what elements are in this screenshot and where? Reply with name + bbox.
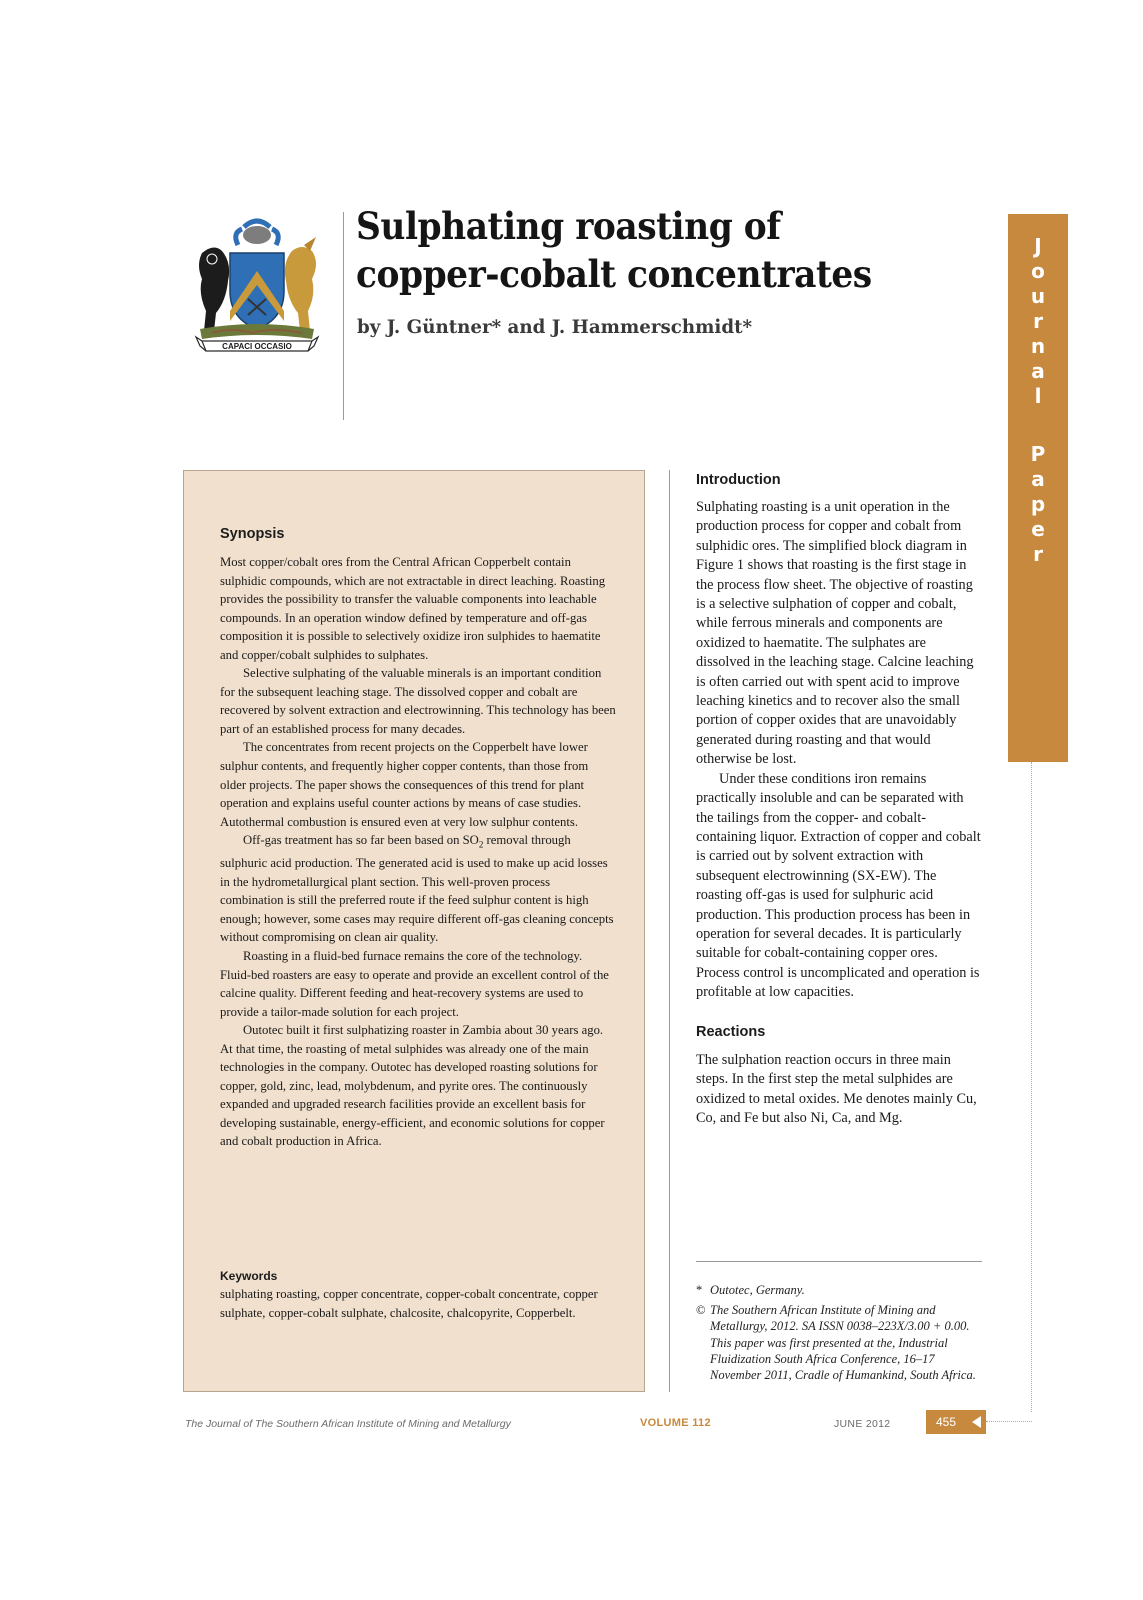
introduction-paragraph: Sulphating roasting is a unit operation in the production process for copper and cobalt from sulphidic ores. The simplified block diagram in Figure 1 shows that roasting is the first stage in the process flow sheet. The objective of roasting is a selective sulphation of copper and cobalt, while ferrous minerals and components are oxidized to haematite. The sulphates are dissolved in the leaching stage. Calcine leaching is often carried out with spent acid to improve leaching kinetics and to recover also the small portion of copper oxides that are unavoidably generated during roasting and that would otherwise be lost. bbox=[696, 499, 974, 768]
synopsis-paragraph: Most copper/cobalt ores from the Central African Copperbelt contain sulphidic compounds, which are not extractable in direct leaching. Roasting provides the possibility to transfer the valuable components into leachable compounds. In an operation window defined by temperature and off-gas composition it is possible to selectively oxidize iron sulphides to haematite and copper/cobalt sulphides to sulphates. bbox=[220, 555, 606, 662]
side-tab-letter: l bbox=[1034, 384, 1042, 408]
reactions-paragraph: The sulphation reaction occurs in three main steps. In the first step the metal sulphides are oxidized to metal oxides. Me denotes mainly Cu, Co, and Fe but also Ni, Ca, and Mg. bbox=[696, 1052, 977, 1127]
side-tab-letter: P bbox=[1030, 442, 1046, 466]
footnote-copyright bbox=[696, 1302, 982, 1383]
side-tab-word-journal bbox=[1008, 234, 1068, 409]
footnote-text: The Southern African Institute of Mining and Metallurgy, 2012. SA ISSN 0038–223X/3.00 + 0.00. This paper was first presented at the, Industrial Fluidization South Africa Conference, 16–17 November 2011, Cradle of Humankind, South Africa. bbox=[710, 1303, 976, 1383]
journal-paper-side-tab bbox=[1008, 214, 1068, 762]
left-arrow-icon bbox=[972, 1416, 981, 1428]
side-tab-word-paper bbox=[1008, 442, 1068, 567]
synopsis-paragraph: The concentrates from recent projects on the Copperbelt have lower sulphur contents, and frequently higher copper contents, than those from older projects. The paper shows the consequences of this trend for plant operation and explains useful counter actions by means of case studies. Autothermal combustion is ensured even at very low sulphur contents. bbox=[220, 740, 589, 829]
side-dotted-line bbox=[1031, 762, 1032, 1412]
synopsis-paragraph: Selective sulphating of the valuable minerals is an important condition for the subsequent leaching stage. The dissolved copper and cobalt are recovered by solvent extraction and electrowinning. This technology has been part of an established process for many decades. bbox=[220, 666, 616, 736]
synopsis-paragraph: Outotec built it first sulphatizing roaster in Zambia about 30 years ago. At that time, the roasting of metal sulphides was already one of the main technologies in the company. Outotec has developed roasting solutions for copper, gold, zinc, lead, molybdenum, and pyrite ores. The continuously expanded and upgraded research facilities provide an excellent basis for developing sustainable, energy-efficient, and economic solutions for copper and cobalt production in Africa. bbox=[220, 1023, 605, 1149]
side-tab-letter: o bbox=[1031, 259, 1045, 283]
page-number-tab bbox=[926, 1410, 986, 1434]
footnote-mark: * bbox=[696, 1283, 703, 1297]
side-tab-letter: p bbox=[1030, 492, 1046, 516]
column-divider bbox=[669, 470, 670, 1392]
keywords-list: sulphating roasting, copper concentrate, copper-cobalt concentrate, copper sulphate, copper-cobalt sulphate, chalcosite, chalcopyrite, Copperbelt. bbox=[220, 1287, 598, 1320]
introduction-body bbox=[696, 498, 982, 1003]
side-tab-letter: n bbox=[1030, 334, 1046, 358]
synopsis-paragraph-offgas bbox=[220, 831, 616, 947]
side-tab-letter: r bbox=[1033, 309, 1043, 333]
so2-subscript: 2 bbox=[478, 839, 484, 850]
page-number: 455 bbox=[936, 1415, 957, 1429]
side-tab-letter: u bbox=[1030, 284, 1046, 308]
synopsis-heading: Synopsis bbox=[220, 526, 285, 542]
author-byline: by J. Güntner* and J. Hammerschmidt* bbox=[357, 316, 753, 338]
offgas-text-before: Off-gas treatment has so far been based on SO bbox=[243, 833, 479, 848]
crest-motto: CAPACI OCCASIO bbox=[222, 342, 292, 351]
side-tab-letter: J bbox=[1034, 234, 1042, 258]
institute-crest-logo bbox=[192, 215, 322, 355]
footnote-text: Outotec, Germany. bbox=[710, 1283, 805, 1297]
side-tab-letter: r bbox=[1033, 542, 1043, 566]
paper-title: Sulphating roasting of copper-cobalt concentrates bbox=[356, 204, 872, 296]
footer-volume: VOLUME 112 bbox=[640, 1417, 711, 1429]
synopsis-paragraph: Roasting in a fluid-bed furnace remains the core of the technology. Fluid-bed roasters are easy to operate and provide an excellent control of the calcine quality. Different feeding and heat-recovery systems are used to provide a tailor-made solution for each project. bbox=[220, 949, 609, 1019]
side-tab-letter: e bbox=[1031, 517, 1045, 541]
keywords-heading: Keywords bbox=[220, 1269, 278, 1283]
introduction-heading: Introduction bbox=[696, 472, 781, 488]
synopsis-body bbox=[220, 553, 616, 1151]
side-tab-letter: a bbox=[1031, 467, 1045, 491]
reactions-heading: Reactions bbox=[696, 1024, 766, 1040]
footer-dotted-line bbox=[986, 1421, 1032, 1422]
footnote-mark: © bbox=[696, 1303, 706, 1317]
header-divider bbox=[343, 212, 344, 420]
footnote-affiliation bbox=[696, 1282, 982, 1298]
footer-journal-name: The Journal of The Southern African Institute of Mining and Metallurgy bbox=[185, 1418, 511, 1430]
footer-date: JUNE 2012 bbox=[834, 1418, 891, 1430]
introduction-paragraph: Under these conditions iron remains practically insoluble and can be separated with the tailings from the copper- and cobalt-containing liquor. Extraction of copper and cobalt is carried out by solvent extraction with subsequent electrowinning (SX-EW). The roasting off-gas is used for sulphuric acid production. This production process has been in operation for several decades. It is particularly suitable for cobalt-containing copper ores. Process control is uncomplicated and operation is profitable at low capacities. bbox=[696, 770, 981, 1001]
side-tab-letter: a bbox=[1031, 359, 1045, 383]
offgas-text-after: removal through sulphuric acid production. The generated acid is used to make up acid losses in the hydrometallurgical plant section. This well-proven process combination is still the preferred route if the feed sulphur content is high enough; however, some cases may require different off-gas cleaning concepts without compromising on clean air quality. bbox=[220, 833, 614, 945]
footnote-divider bbox=[696, 1261, 982, 1262]
